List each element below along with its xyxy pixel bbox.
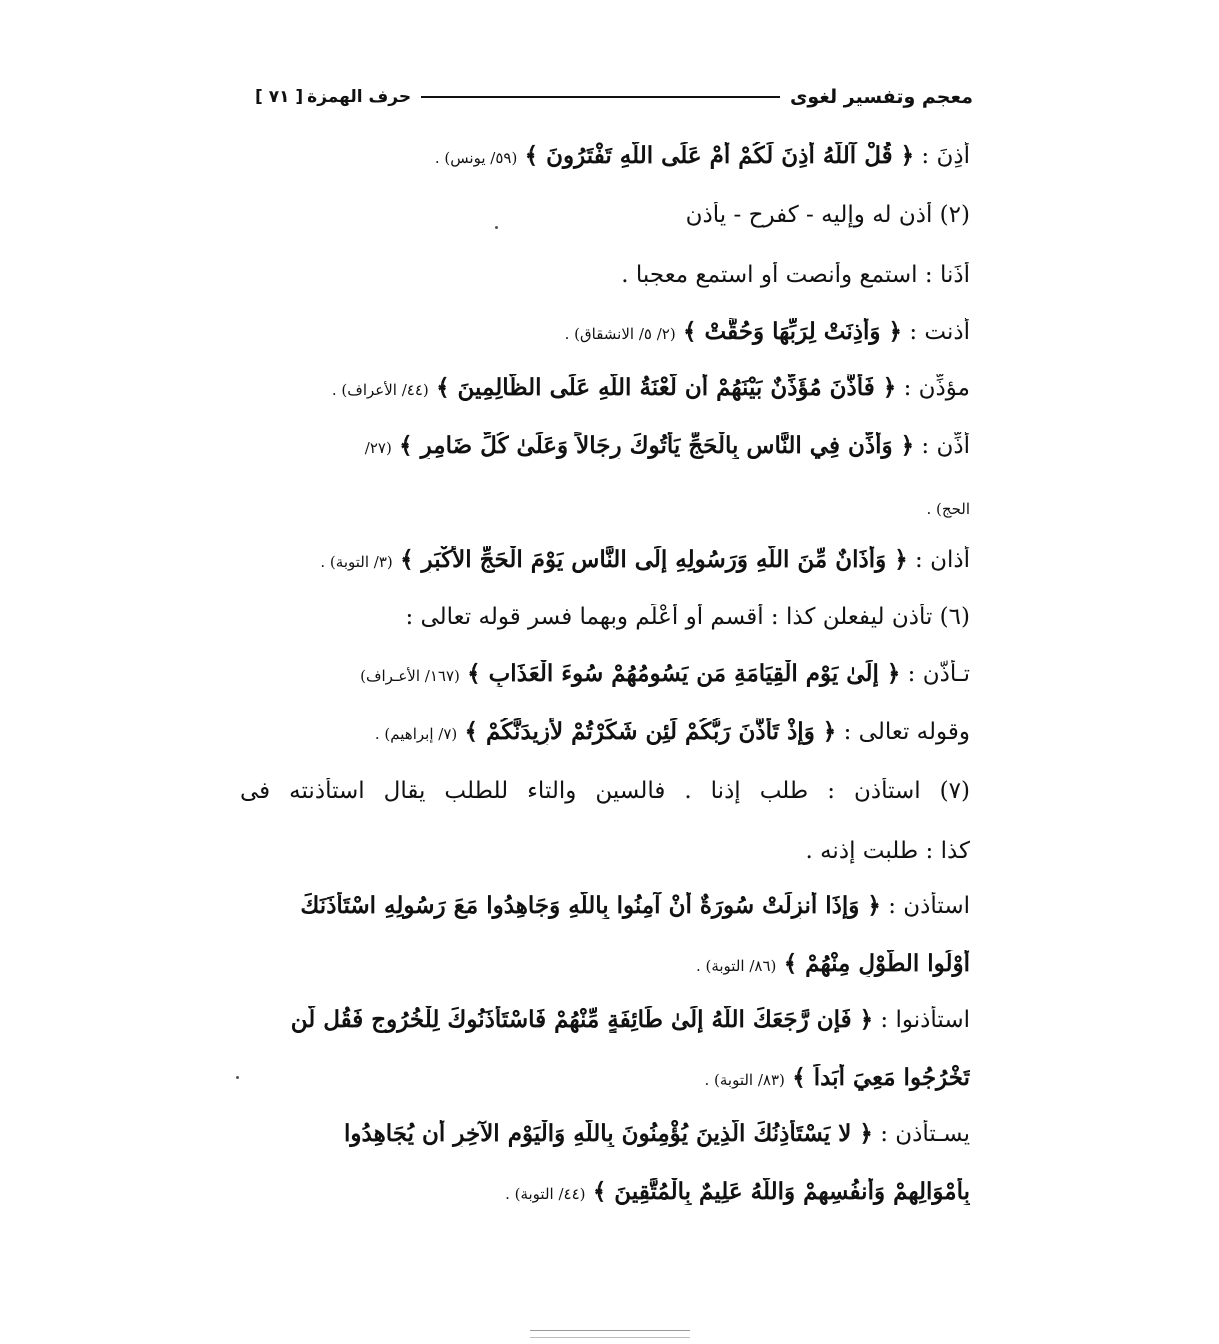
verse-reference: (٤٤/ الأعراف) . <box>331 381 429 399</box>
quran-verse-continued: أُوْلُوا الطَّوْلِ مِنْهُمْ ﴾ <box>783 950 970 977</box>
entry-term: أذنت : <box>909 319 970 345</box>
entry-line <box>240 202 970 228</box>
running-header <box>255 80 973 114</box>
verse-reference: (٢/ ٥/ الانشقاق) . <box>564 325 676 343</box>
section-title: حرف الهمزة <box>307 87 412 107</box>
quran-verse: ﴿ فَإِن رَّجَعَكَ اللَّهُ إِلَىٰ طَائِفَةٍ مِّنْهُمْ فَاسْتَأْذَنُوكَ لِلْخُرُوجِ فَقُل لَّن <box>290 1006 874 1033</box>
entry-line-continued <box>240 950 970 977</box>
quran-verse: ﴿ وَأَذِّن فِي النَّاسِ بِالْحَجِّ يَأْتُوكَ رِجَالاً وَعَلَىٰ كُلِّ ضَامِرٍ ﴾ <box>399 432 915 459</box>
entry-term: أَذِنَ : <box>921 143 970 169</box>
entry-text: (٦) تأذن ليفعلن كذا : أقسم أو أعْلَم وبهما فسر قوله تعالى : <box>405 604 970 630</box>
entry-line <box>240 432 970 459</box>
entry-line <box>240 318 970 345</box>
entry-line <box>240 660 970 687</box>
entry-text: (٢) أذن له وإليه - كفرح - يأذن <box>685 202 970 228</box>
quran-verse: ﴿ لا يَسْتَأْذِنُكَ الَّذِينَ يُؤْمِنُونَ بِاللَّهِ وَالْيَوْمِ الآخِرِ أَن يُجَاهِدُوا <box>344 1120 873 1147</box>
quran-verse: ﴿ وَإِذْ تَأَذَّنَ رَبُّكُمْ لَئِن شَكَرْتُمْ لأَزِيدَنَّكُمْ ﴾ <box>464 718 837 745</box>
quran-verse: ﴿ وَأَذَانٌ مِّنَ اللَّهِ وَرَسُولِهِ إِلَى النَّاسِ يَوْمَ الْحَجِّ الأَكْبَرِ ﴾ <box>400 546 908 573</box>
quran-verse-continued: تَخْرُجُوا مَعِيَ أَبَداً ﴾ <box>792 1064 970 1091</box>
entry-term: استأذنوا : <box>880 1007 970 1033</box>
entry-line <box>240 604 970 630</box>
verse-reference: (٥٩/ يونس) . <box>434 149 518 167</box>
entry-line <box>240 718 970 745</box>
entry-line <box>240 262 970 288</box>
verse-reference: (٤٤/ التوبة) . <box>505 1185 586 1203</box>
entry-text: استمع وأنصت أو استمع معجبا . <box>621 262 918 288</box>
entry-line <box>240 1120 970 1147</box>
entry-line-continued <box>240 838 970 864</box>
scan-edge-marks <box>530 1330 690 1338</box>
entry-term: يسـتأذن : <box>880 1121 970 1147</box>
quran-verse: ﴿ إِلَىٰ يَوْمِ الْقِيَامَةِ مَن يَسُومُهُمْ سُوءَ الْعَذَابِ ﴾ <box>467 660 901 687</box>
quran-verse: ﴿ فَأَذَّنَ مُؤَذِّنٌ بَيْنَهُمْ أَن لَّعْنَةُ اللَّهِ عَلَى الظَّالِمِينَ ﴾ <box>436 374 897 401</box>
verse-reference-continued: الحج) . <box>926 500 970 518</box>
quran-verse: ﴿ قُلْ آللَّهُ أَذِنَ لَكُمْ أَمْ عَلَى اللَّهِ تَفْتَرُونَ ﴾ <box>524 142 915 169</box>
entry-term: استأذن : <box>888 893 970 919</box>
entry-line-continued <box>240 1178 970 1205</box>
entry-term: مؤذِّن : <box>903 375 970 401</box>
verse-reference: (٧/ إبراهيم) . <box>374 725 458 743</box>
scan-speck <box>236 1076 239 1079</box>
entry-line <box>240 1006 970 1033</box>
entry-line <box>240 778 970 804</box>
page-number: [ ٧١ ] <box>255 87 304 107</box>
header-rule <box>421 96 780 98</box>
entry-line <box>240 892 970 919</box>
verse-reference: (٨٦/ التوبة) . <box>695 957 777 975</box>
entry-text: (٧) استأذن : طلب إذنا . فالسين والتاء للطلب يقال استأذنته فى <box>240 778 970 804</box>
entry-term: أَذِّن : <box>921 433 970 459</box>
scan-speck <box>495 226 498 229</box>
verse-reference: (٢٧/ <box>364 439 392 457</box>
entry-term: أذان : <box>915 547 970 573</box>
entry-line <box>240 546 970 573</box>
entry-line <box>240 142 970 169</box>
entry-term: تـأذّن : <box>907 661 970 687</box>
verse-reference: (٨٣/ التوبة) . <box>704 1071 785 1089</box>
book-title: معجم وتفسير لغوى <box>789 86 973 108</box>
quran-verse-continued: بِأَمْوَالِهِمْ وَأَنفُسِهِمْ وَاللَّهُ عَلِيمٌ بِالْمُتَّقِينَ ﴾ <box>592 1178 970 1205</box>
verse-reference: (٣/ التوبة) . <box>320 553 393 571</box>
quran-verse: ﴿ وَإِذَا أُنزِلَتْ سُورَةٌ أَنْ آمِنُوا بِاللَّهِ وَجَاهِدُوا مَعَ رَسُولِهِ اسْتَأْذَنَكَ <box>300 892 881 919</box>
entry-term: وقوله تعالى : <box>843 719 970 745</box>
entry-line-continued <box>240 1064 970 1091</box>
entry-line <box>240 374 970 401</box>
verse-reference: (١٦٧/ الأعـراف) <box>360 667 460 685</box>
quran-verse: ﴿ وَأَذِنَتْ لِرَبِّهَا وَحُقَّتْ ﴾ <box>683 318 902 345</box>
entry-term: أَذَنا : <box>924 262 970 288</box>
entry-text-continued: كذا : طلبت إذنه . <box>805 838 970 864</box>
